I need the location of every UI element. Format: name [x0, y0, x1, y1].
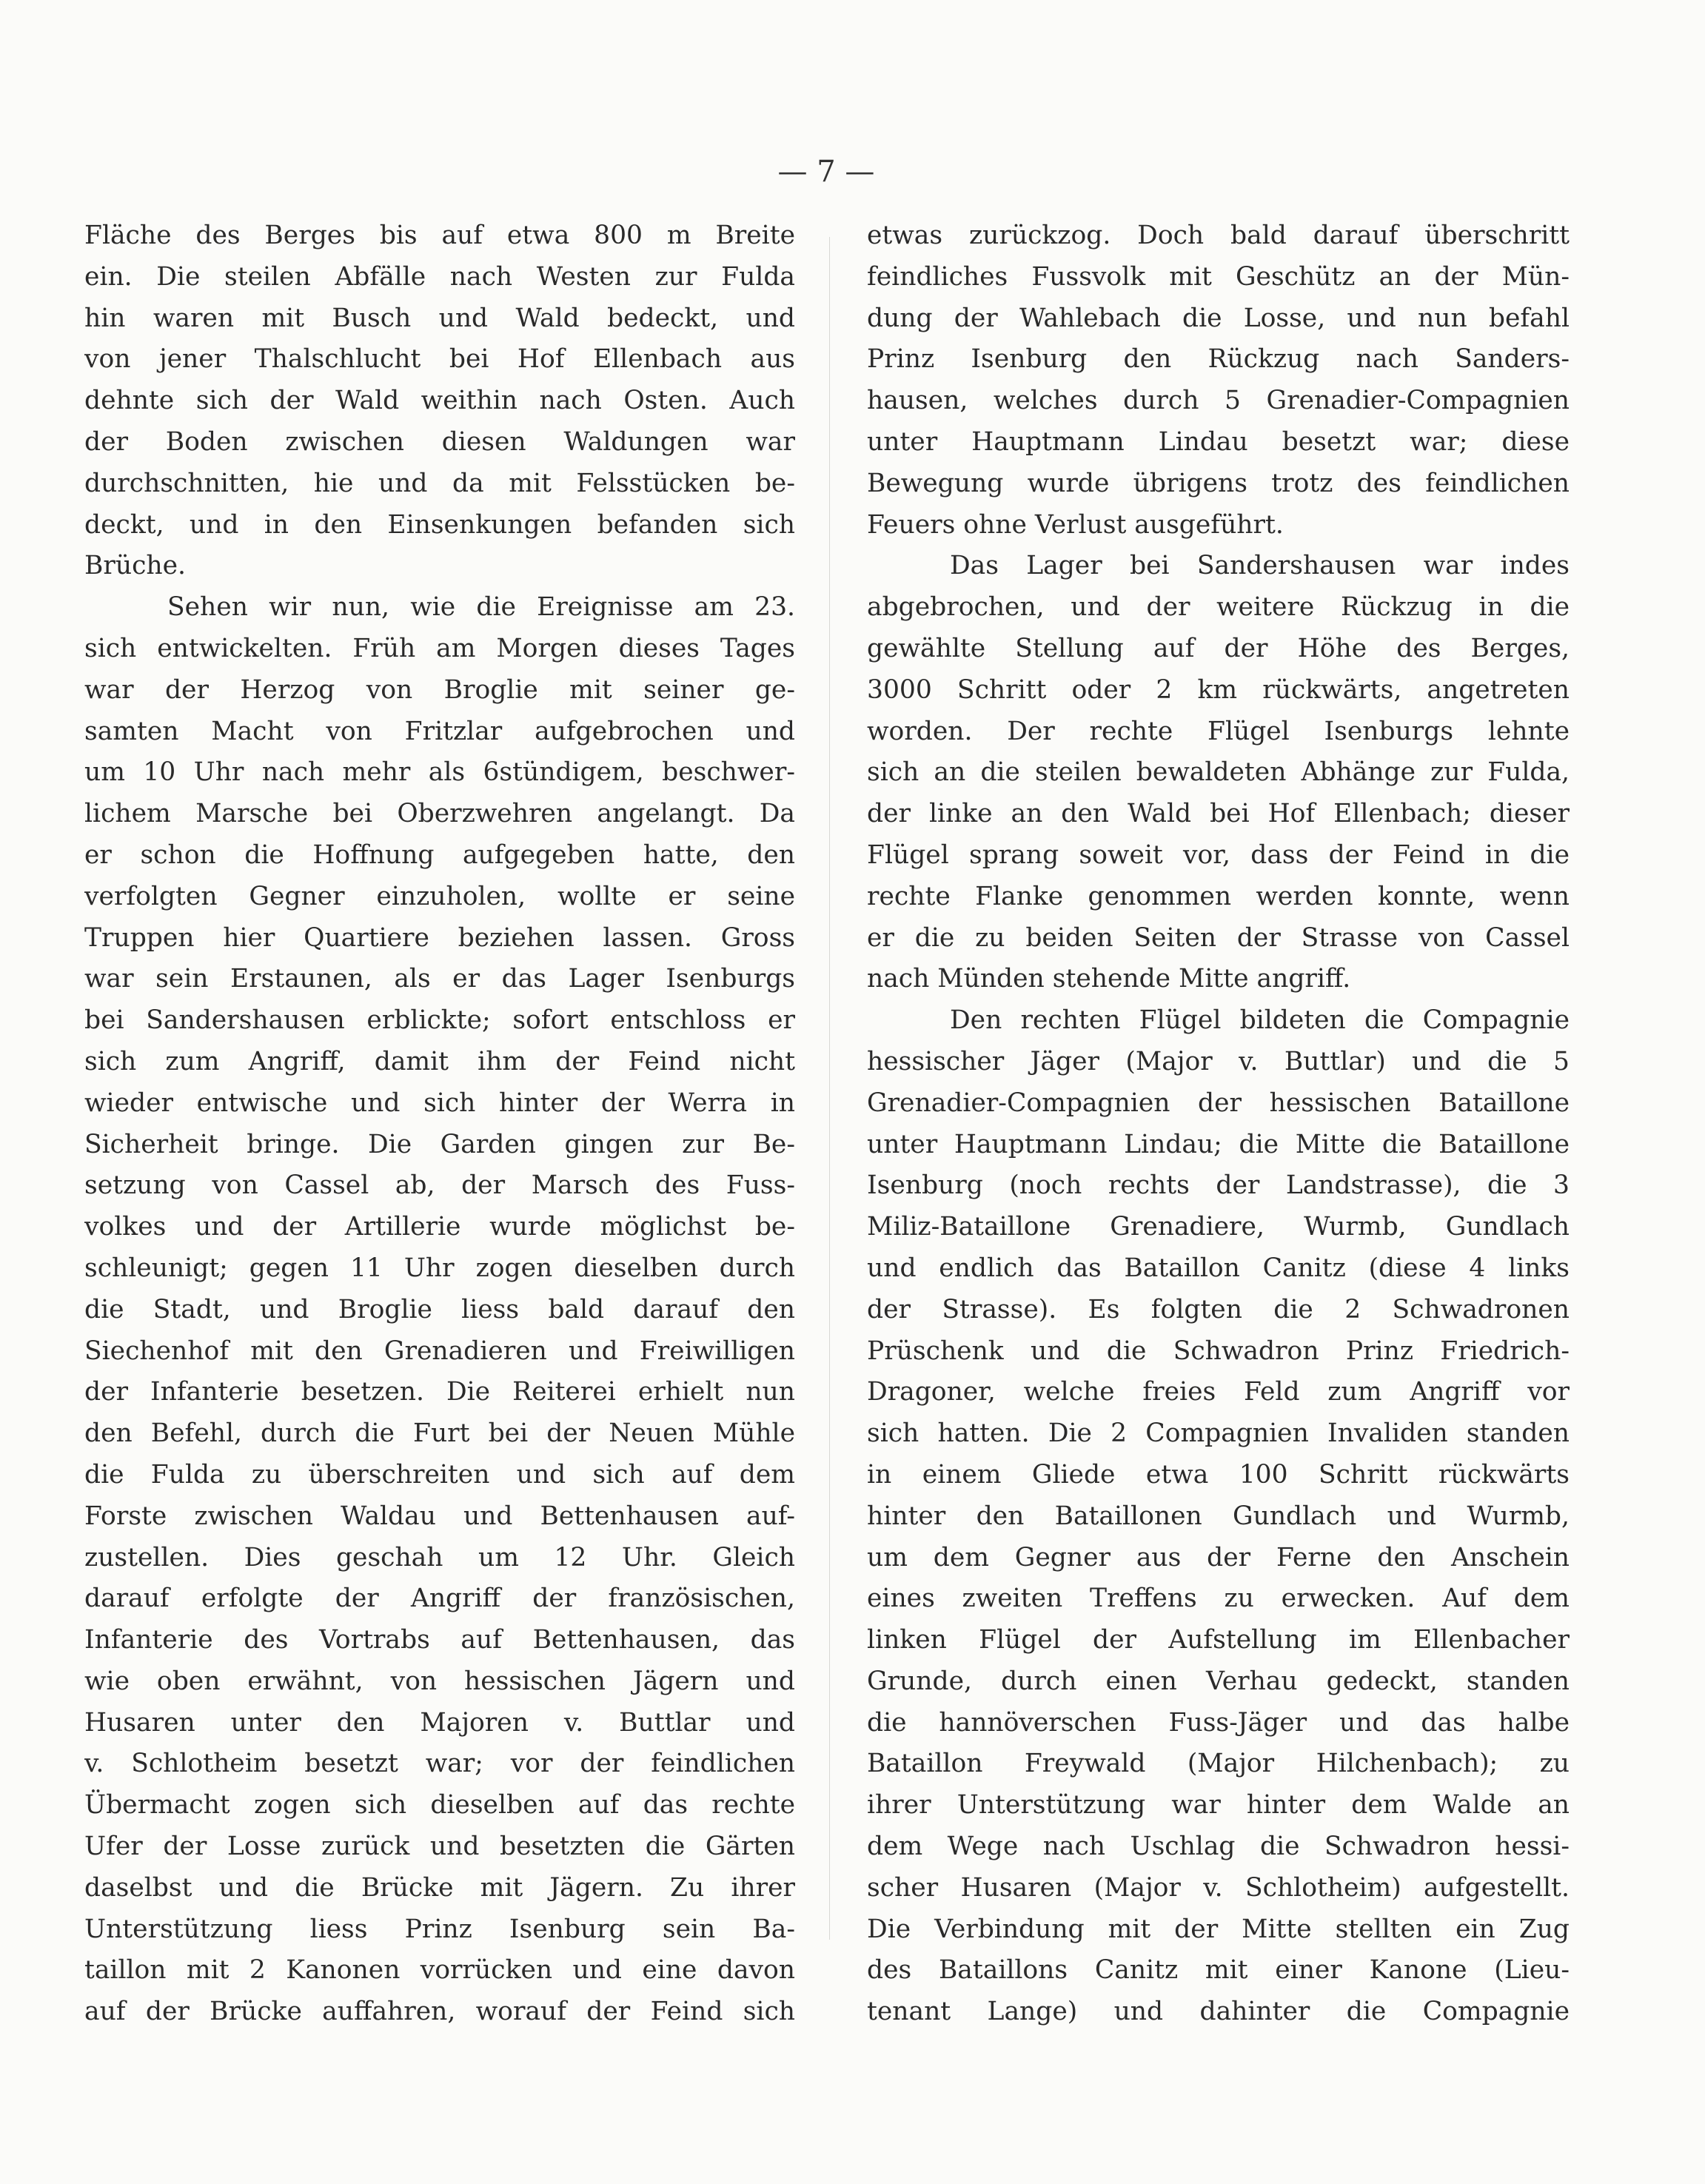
text-line: etwas zurückzog. Doch bald darauf überschritt	[867, 221, 1570, 250]
text-line: er die zu beiden Seiten der Strasse von Cassel	[867, 922, 1570, 953]
text-line: Husaren unter den Majoren v. Buttlar und	[84, 1707, 795, 1738]
text-line: die hannöverschen Fuss-Jäger und das halbe	[867, 1707, 1570, 1738]
text-line: wie oben erwähnt, von hessischen Jägern und	[84, 1666, 795, 1696]
text-line: Brüche.	[84, 551, 186, 581]
text-line: bei Sandershausen erblickte; sofort entschloss er	[84, 1005, 795, 1036]
text-line: Sehen wir nun, wie die Ereignisse am 23.	[167, 592, 795, 623]
text-line: sich entwickelten. Früh am Morgen dieses Tages	[84, 633, 795, 663]
right-column	[867, 215, 1570, 2033]
text-line: Isenburg (noch rechts der Landstrasse), die 3	[867, 1170, 1570, 1201]
text-line: taillon mit 2 Kanonen vorrücken und eine davon	[84, 1955, 795, 1986]
text-line: samten Macht von Fritzlar aufgebrochen und	[84, 716, 795, 746]
text-line: daselbst und die Brücke mit Jägern. Zu ihrer	[84, 1872, 795, 1903]
text-line: Ufer der Losse zurück und besetzten die Gärten	[84, 1832, 795, 1862]
text-line: Den rechten Flügel bildeten die Compagnie	[950, 1005, 1570, 1036]
text-line: setzung von Cassel ab, der Marsch des Fuss-	[84, 1170, 795, 1201]
text-line: Forste zwischen Waldau und Bettenhausen auf-	[84, 1501, 795, 1531]
text-line: Truppen hier Quartiere beziehen lassen. Gross	[84, 922, 795, 953]
text-line: zustellen. Dies geschah um 12 Uhr. Gleich	[84, 1542, 795, 1572]
text-line: ein. Die steilen Abfälle nach Westen zur Fulda	[84, 261, 795, 292]
text-line: linken Flügel der Aufstellung im Ellenbacher	[867, 1625, 1570, 1655]
text-line: dem Wege nach Uschlag die Schwadron hessi-	[867, 1832, 1570, 1862]
text-line: unter Hauptmann Lindau besetzt war; diese	[867, 426, 1570, 457]
text-line: nach Münden stehende Mitte angriff.	[867, 964, 1351, 994]
text-line: Siechenhof mit den Grenadieren und Freiwilligen	[84, 1336, 795, 1366]
text-line: sich hatten. Die 2 Compagnien Invaliden standen	[867, 1418, 1570, 1449]
text-line: lichem Marsche bei Oberzwehren angelangt. Da	[84, 799, 795, 829]
text-line: hausen, welches durch 5 Grenadier-Compagnien	[867, 386, 1570, 416]
text-line: feindliches Fussvolk mit Geschütz an der Mün-	[867, 261, 1570, 292]
text-line: Grunde, durch einen Verhau gedeckt, standen	[867, 1666, 1570, 1696]
text-line: verfolgten Gegner einzuholen, wollte er seine	[84, 881, 795, 911]
text-line: scher Husaren (Major v. Schlotheim) aufgestellt.	[867, 1872, 1570, 1903]
text-line: abgebrochen, und der weitere Rückzug in die	[867, 592, 1570, 623]
text-line: in einem Gliede etwa 100 Schritt rückwärts	[867, 1459, 1570, 1490]
text-line: Miliz-Bataillone Grenadiere, Wurmb, Gundlach	[867, 1212, 1570, 1242]
left-column	[84, 215, 795, 2033]
text-line: und endlich das Bataillon Canitz (diese 4 links	[867, 1253, 1570, 1283]
text-line: dung der Wahlebach die Losse, und nun befahl	[867, 303, 1570, 333]
text-line: Unterstützung liess Prinz Isenburg sein Ba-	[84, 1914, 795, 1944]
text-line: Sicherheit bringe. Die Garden gingen zur Be-	[84, 1129, 795, 1159]
text-line: durchschnitten, hie und da mit Felsstücken be-	[84, 468, 795, 498]
text-line: auf der Brücke auffahren, worauf der Feind sich	[84, 1997, 795, 2027]
text-line: Grenadier-Compagnien der hessischen Bataillone	[867, 1088, 1570, 1118]
text-line: der Strasse). Es folgten die 2 Schwadronen	[867, 1294, 1570, 1324]
text-line: eines zweiten Treffens zu erwecken. Auf dem	[867, 1584, 1570, 1614]
text-line: hin waren mit Busch und Wald bedeckt, und	[84, 303, 795, 333]
text-line: sich an die steilen bewaldeten Abhänge zur Fulda,	[867, 757, 1570, 788]
text-line: Bewegung wurde übrigens trotz des feindlichen	[867, 468, 1570, 498]
text-line: die Stadt, und Broglie liess bald darauf den	[84, 1294, 795, 1324]
text-line: ihrer Unterstützung war hinter dem Walde an	[867, 1790, 1570, 1820]
text-line: gewählte Stellung auf der Höhe des Berges,	[867, 633, 1570, 663]
text-line: rechte Flanke genommen werden konnte, wenn	[867, 881, 1570, 911]
column-divider	[829, 237, 830, 1940]
text-line: unter Hauptmann Lindau; die Mitte die Bataillone	[867, 1129, 1570, 1159]
text-line: die Fulda zu überschreiten und sich auf dem	[84, 1459, 795, 1490]
text-line: er schon die Hoffnung aufgegeben hatte, den	[84, 840, 795, 870]
text-line: Fläche des Berges bis auf etwa 800 m Breite	[84, 221, 795, 250]
text-line: von jener Thalschlucht bei Hof Ellenbach aus	[84, 344, 795, 375]
text-line: v. Schlotheim besetzt war; vor der feindlichen	[84, 1749, 795, 1779]
text-line: Feuers ohne Verlust ausgeführt.	[867, 509, 1284, 540]
text-line: den Befehl, durch die Furt bei der Neuen Mühle	[84, 1418, 795, 1449]
text-line: tenant Lange) und dahinter die Compagnie	[867, 1997, 1570, 2027]
text-line: um 10 Uhr nach mehr als 6stündigem, beschwer-	[84, 757, 795, 788]
text-line: um dem Gegner aus der Ferne den Anschein	[867, 1542, 1570, 1572]
text-line: war der Herzog von Broglie mit seiner ge-	[84, 674, 795, 705]
text-line: dehnte sich der Wald weithin nach Osten. Auch	[84, 386, 795, 416]
text-line: Prüschenk und die Schwadron Prinz Friedrich-	[867, 1336, 1570, 1366]
text-line: Dragoner, welche freies Feld zum Angriff vor	[867, 1377, 1570, 1407]
text-line: Die Verbindung mit der Mitte stellten ein Zug	[867, 1914, 1570, 1944]
text-line: sich zum Angriff, damit ihm der Feind nicht	[84, 1046, 795, 1076]
text-line: volkes und der Artillerie wurde möglichst be-	[84, 1212, 795, 1242]
text-line: 3000 Schritt oder 2 km rückwärts, angetreten	[867, 674, 1570, 705]
text-line: der Boden zwischen diesen Waldungen war	[84, 426, 795, 457]
text-line: hessischer Jäger (Major v. Buttlar) und die 5	[867, 1046, 1570, 1076]
text-line: Prinz Isenburg den Rückzug nach Sanders-	[867, 344, 1570, 375]
text-line: Das Lager bei Sandershausen war indes	[950, 551, 1570, 581]
text-line: Infanterie des Vortrabs auf Bettenhausen, das	[84, 1625, 795, 1655]
text-line: wieder entwische und sich hinter der Werra in	[84, 1088, 795, 1118]
text-line: der linke an den Wald bei Hof Ellenbach; dieser	[867, 799, 1570, 829]
page-number: — 7 —	[777, 155, 875, 189]
text-line: des Bataillons Canitz mit einer Kanone (Lieu-	[867, 1955, 1570, 1986]
text-line: worden. Der rechte Flügel Isenburgs lehnte	[867, 716, 1570, 746]
text-line: deckt, und in den Einsenkungen befanden sich	[84, 509, 795, 540]
text-line: Übermacht zogen sich dieselben auf das rechte	[84, 1790, 795, 1820]
text-line: hinter den Bataillonen Gundlach und Wurmb,	[867, 1501, 1570, 1531]
text-line: Flügel sprang soweit vor, dass der Feind in die	[867, 840, 1570, 870]
text-line: war sein Erstaunen, als er das Lager Isenburgs	[84, 964, 795, 994]
text-line: der Infanterie besetzen. Die Reiterei erhielt nun	[84, 1377, 795, 1407]
text-line: darauf erfolgte der Angriff der französischen,	[84, 1584, 795, 1614]
text-line: Bataillon Freywald (Major Hilchenbach); zu	[867, 1749, 1570, 1779]
text-line: schleunigt; gegen 11 Uhr zogen dieselben durch	[84, 1253, 795, 1283]
